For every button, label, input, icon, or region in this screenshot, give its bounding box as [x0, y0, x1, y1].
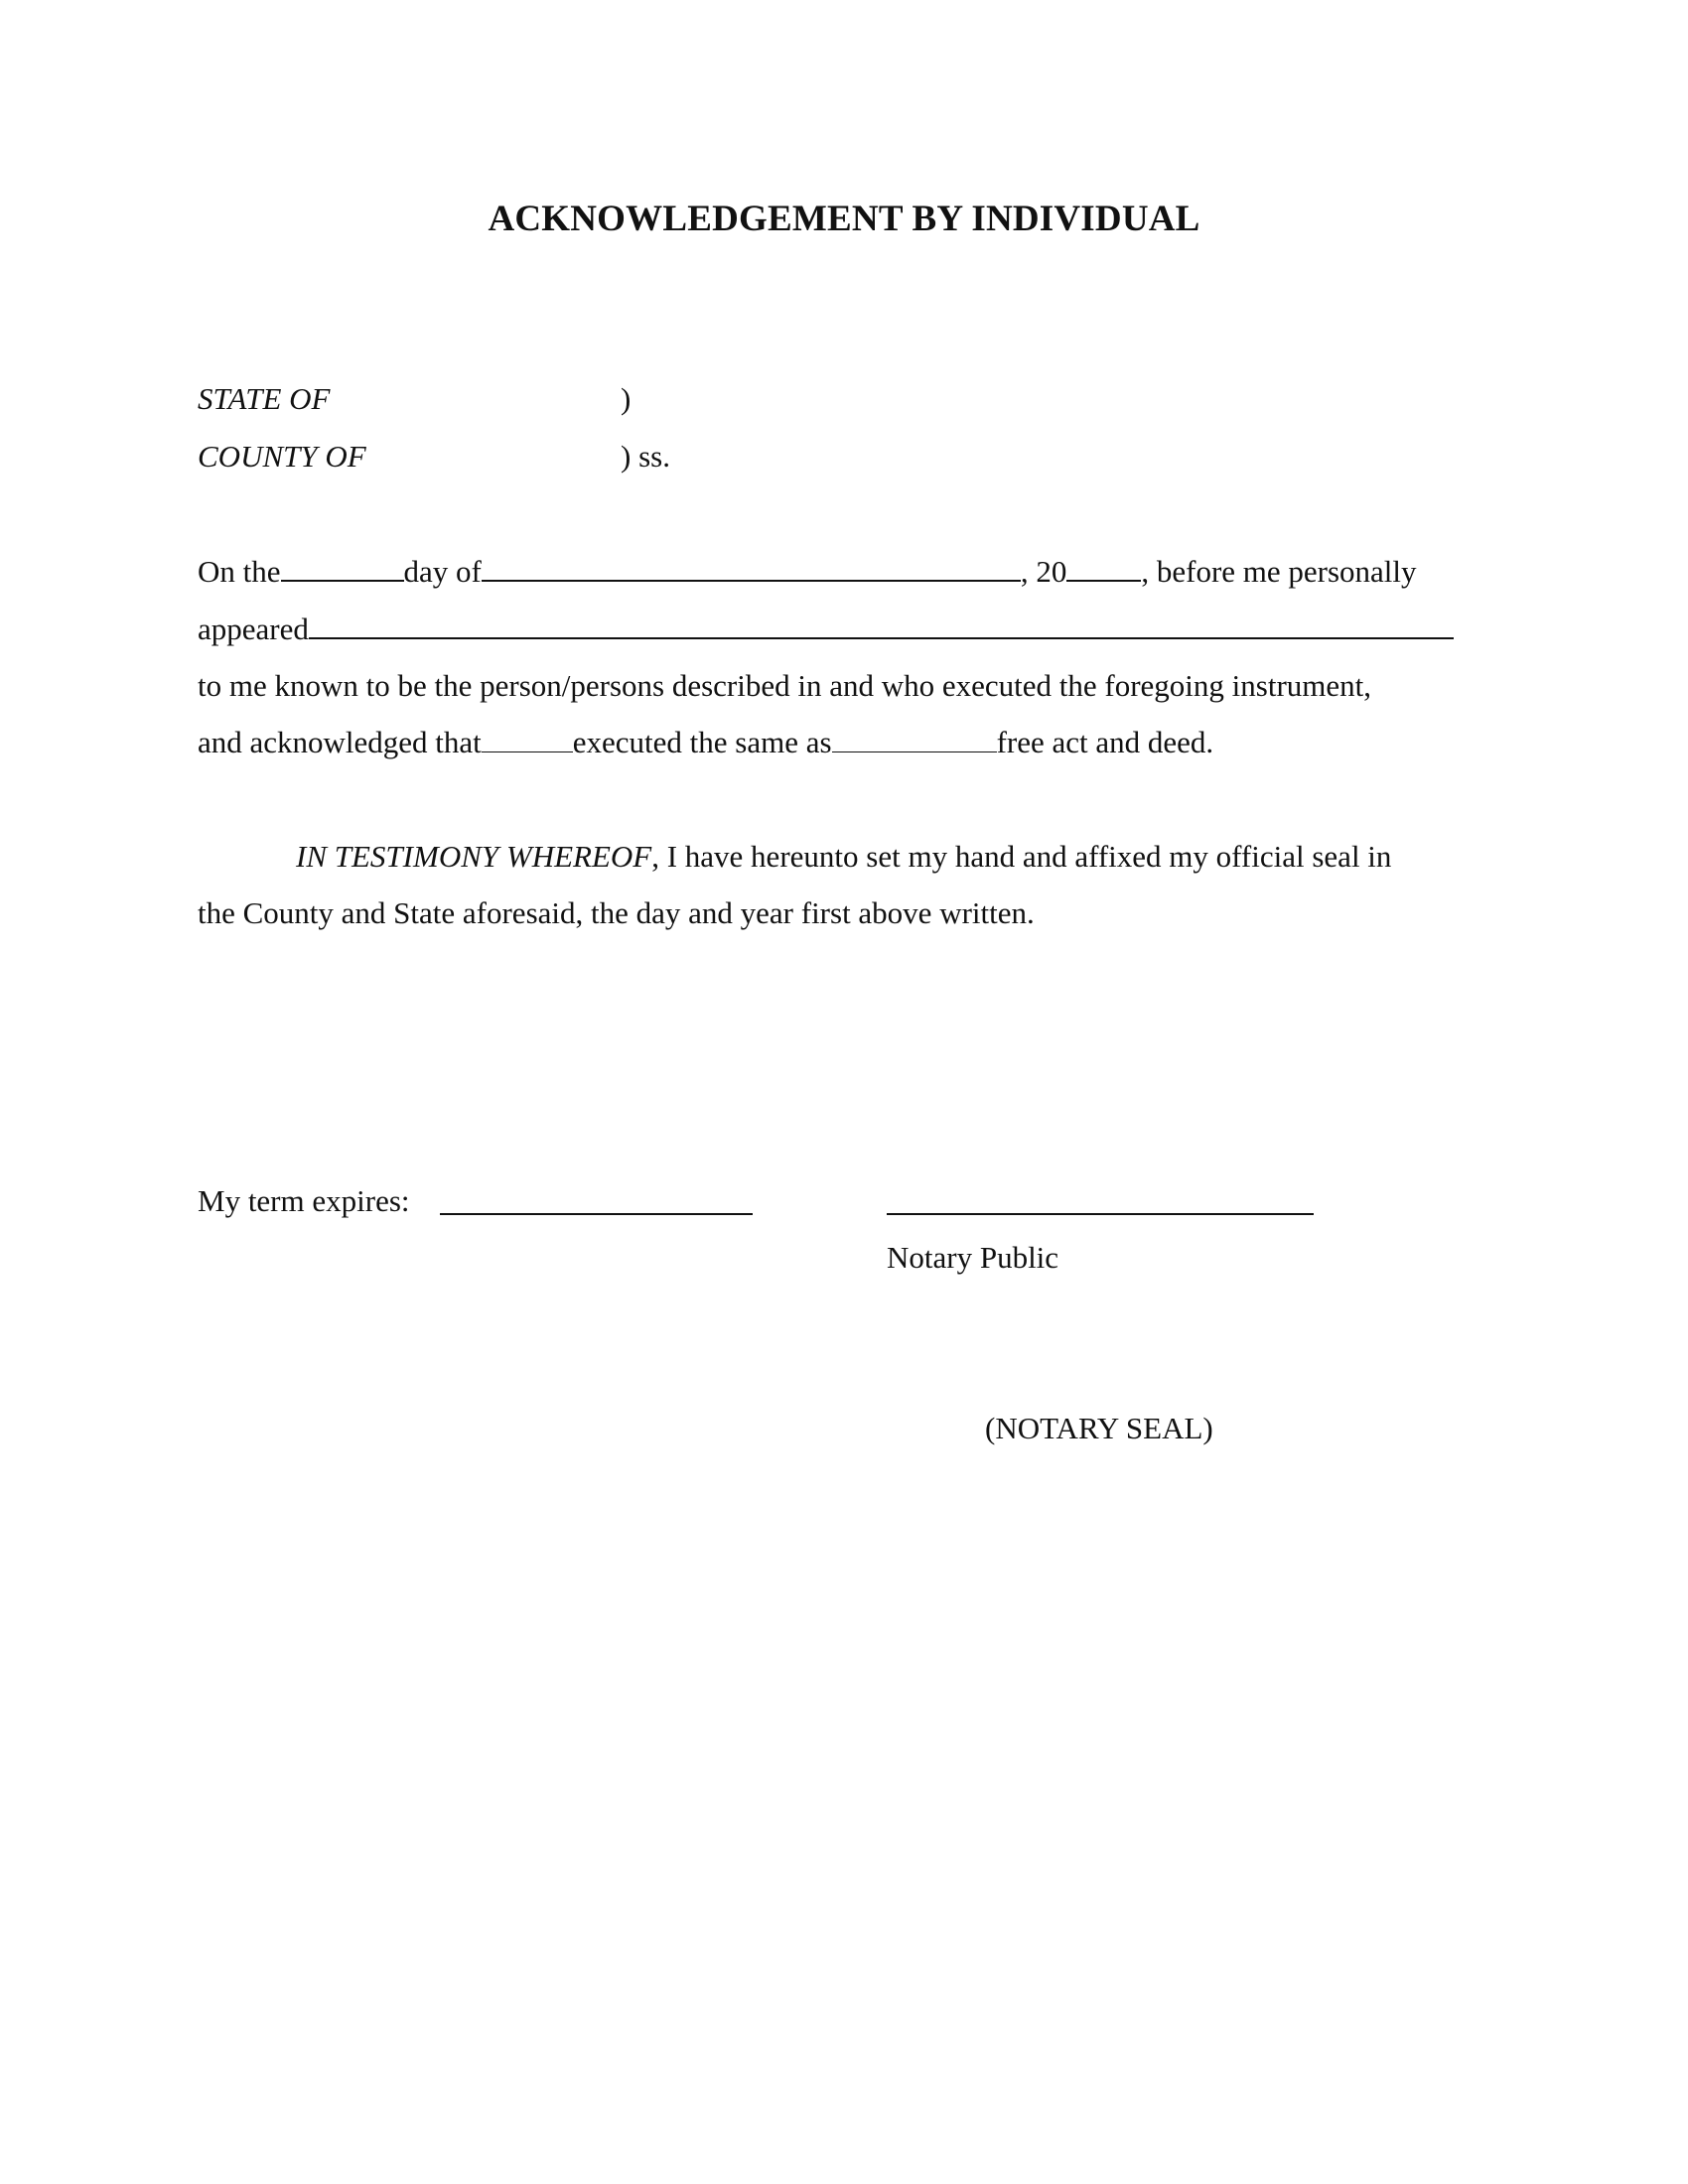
term-expires-line[interactable] [440, 1213, 753, 1215]
pronoun-blank[interactable] [482, 724, 573, 752]
on-the-text: On the [198, 554, 281, 589]
body-line-1 [198, 552, 1417, 592]
year-blank[interactable] [1066, 552, 1141, 582]
notary-seal-label: (NOTARY SEAL) [985, 1411, 1213, 1445]
county-paren: ) ss. [621, 439, 670, 474]
term-expires-label: My term expires: [198, 1183, 410, 1218]
testimony-rest: , I have hereunto set my hand and affixed my official seal in [651, 839, 1392, 874]
acknowledged-text: and acknowledged that [198, 725, 482, 759]
day-blank[interactable] [281, 552, 404, 582]
state-paren: ) [621, 381, 632, 416]
county-label: COUNTY OF [198, 439, 366, 474]
free-act-text: free act and deed. [996, 725, 1214, 759]
appeared-name-blank[interactable] [309, 610, 1454, 639]
year-prefix-text: , 20 [1020, 554, 1067, 589]
body-line-2 [198, 610, 1454, 649]
body-line-3: to me known to be the person/persons described in and who executed the foregoing instrument, [198, 668, 1372, 703]
testimony-lead: IN TESTIMONY WHEREOF [296, 839, 652, 874]
state-label: STATE OF [198, 381, 331, 416]
executed-text: executed the same as [572, 725, 832, 759]
day-of-text: day of [403, 554, 482, 589]
testimony-line-2: the County and State aforesaid, the day and year first above written. [198, 895, 1035, 930]
body-line-4 [198, 723, 1213, 762]
notary-public-label: Notary Public [887, 1240, 1059, 1275]
appeared-text: appeared [198, 612, 309, 646]
testimony-line-1 [296, 837, 1391, 877]
notary-signature-line[interactable] [887, 1213, 1314, 1215]
before-me-text: , before me personally [1141, 554, 1417, 589]
document-title: ACKNOWLEDGEMENT BY INDIVIDUAL [488, 199, 1200, 239]
month-blank[interactable] [482, 552, 1021, 582]
possessive-blank[interactable] [832, 724, 997, 752]
